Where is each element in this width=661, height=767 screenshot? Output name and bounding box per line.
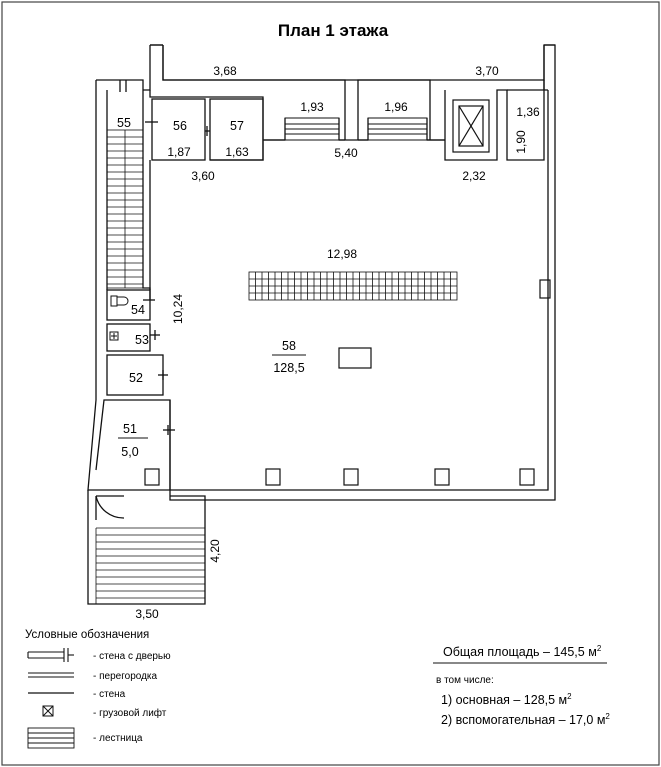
- partition-icon: [28, 673, 74, 677]
- room-58-walls: [150, 45, 555, 490]
- dim-12-98: 12,98: [326, 247, 358, 261]
- dim-1-36: 1,36: [516, 105, 540, 119]
- hatched-opening: [249, 272, 457, 300]
- columns: [145, 280, 550, 485]
- room-58-area: 128,5: [273, 361, 305, 375]
- entrance-staircase: [96, 528, 205, 604]
- freight-elevator-icon: [453, 100, 489, 152]
- room-57-label: 57: [230, 119, 244, 133]
- svg-text:1) основная – 128,5 м2: [441, 692, 572, 707]
- dim-1-93: 1,93: [300, 100, 324, 114]
- sink-icon: [110, 332, 118, 340]
- legend-item-freight-elevator: - грузовой лифт: [93, 708, 167, 719]
- legend-elevator-icon: [43, 706, 53, 716]
- room-55-label: 55: [117, 116, 131, 130]
- dim-3-50: 3,50: [135, 607, 159, 621]
- room-54-label: 54: [131, 303, 145, 317]
- top-stairs: [285, 118, 427, 140]
- dim-5-40: 5,40: [334, 146, 358, 160]
- legend-item-staircase: - лестница: [93, 733, 143, 744]
- room-52-label: 52: [129, 371, 143, 385]
- dim-3-70: 3,70: [475, 64, 499, 78]
- total-area-label: Общая площадь – 145,5 м: [443, 645, 597, 659]
- legend-staircase-icon: [28, 728, 74, 748]
- dim-3-68: 3,68: [213, 64, 237, 78]
- aux-area-sup: 2: [605, 712, 610, 721]
- dim-1-96: 1,96: [384, 100, 408, 114]
- left-staircase: [107, 130, 143, 288]
- dim-1-87: 1,87: [167, 145, 191, 159]
- legend-item-partition: - перегородка: [93, 671, 158, 682]
- main-area-label: 1) основная – 128,5 м: [441, 693, 568, 707]
- dim-1-63: 1,63: [225, 145, 249, 159]
- room-53-label: 53: [135, 333, 149, 347]
- main-area-sup: 2: [567, 692, 572, 701]
- dim-2-32: 2,32: [462, 169, 486, 183]
- entrance-stairs: [88, 490, 205, 604]
- dim-1-90: 1,90: [514, 130, 528, 154]
- room-51-label: 51: [123, 422, 137, 436]
- room-51-area: 5,0: [121, 445, 139, 459]
- legend-item-wall: - стена: [93, 689, 126, 700]
- including-label: в том числе:: [436, 675, 494, 686]
- room-56-label: 56: [173, 119, 187, 133]
- room-58-label: 58: [282, 339, 296, 353]
- aux-area-label: 2) вспомогательная – 17,0 м: [441, 713, 606, 727]
- svg-text:2) вспомогательная – 17,0 м2: [441, 712, 610, 727]
- dim-10-24: 10,24: [171, 293, 185, 325]
- svg-text:Общая площадь – 145,5 м2: [443, 644, 602, 659]
- legend-item-wall-with-door: - стена с дверью: [93, 651, 171, 662]
- total-area-sup: 2: [596, 644, 602, 653]
- total-area: [443, 644, 602, 659]
- dim-4-20: 4,20: [208, 539, 222, 563]
- plan-title: План 1 этажа: [277, 21, 389, 40]
- dim-3-60: 3,60: [191, 169, 215, 183]
- wall-with-door-icon: [28, 648, 74, 662]
- legend-heading: Условные обозначения: [25, 629, 150, 641]
- toilet-icon: [111, 296, 128, 306]
